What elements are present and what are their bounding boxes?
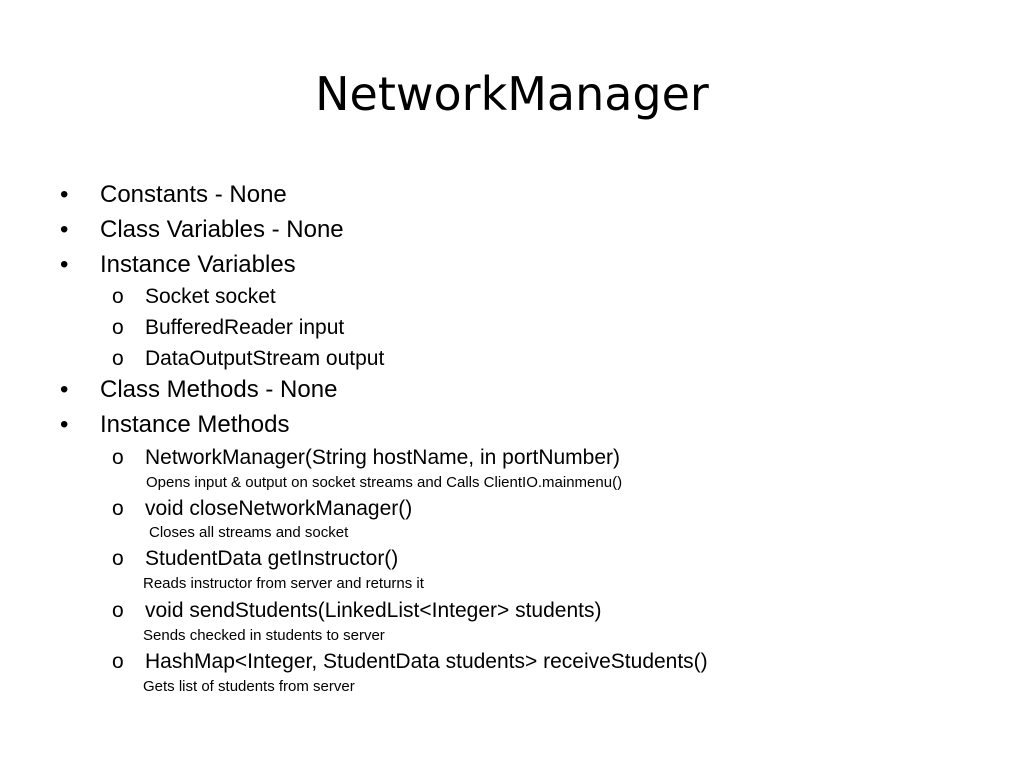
list-item-label: Class Variables - None	[100, 216, 344, 243]
sub-item-label: StudentData getInstructor()	[145, 547, 399, 570]
sub-item-label: void sendStudents(LinkedList<Integer> students)	[145, 599, 602, 622]
method-description: Opens input & output on socket streams and Calls ClientIO.mainmenu()	[146, 474, 623, 491]
method-description: Gets list of students from server	[143, 678, 355, 695]
sub-item-label: DataOutputStream output	[145, 347, 385, 370]
circle-bullet-icon: o	[112, 316, 124, 339]
slide-title: NetworkManager	[315, 67, 709, 121]
sub-item-label: HashMap<Integer, StudentData students> receiveStudents()	[145, 650, 708, 673]
circle-bullet-icon: o	[112, 599, 124, 622]
list-item-label: Constants - None	[100, 181, 287, 208]
circle-bullet-icon: o	[112, 285, 124, 308]
list-item-label: Instance Variables	[100, 251, 296, 278]
bullet-icon: •	[60, 411, 69, 438]
bullet-icon: •	[60, 181, 69, 208]
method-description: Sends checked in students to server	[143, 627, 385, 644]
bullet-icon: •	[60, 251, 69, 278]
list-item-label: Instance Methods	[100, 411, 290, 438]
sub-item-label: void closeNetworkManager()	[145, 497, 413, 520]
method-description: Closes all streams and socket	[149, 524, 349, 541]
bullet-icon: •	[60, 376, 69, 403]
circle-bullet-icon: o	[112, 347, 124, 370]
method-description: Reads instructor from server and returns it	[143, 575, 424, 592]
circle-bullet-icon: o	[112, 497, 124, 520]
sub-item-label: BufferedReader input	[145, 316, 345, 339]
sub-item-label: Socket socket	[145, 285, 276, 308]
circle-bullet-icon: o	[112, 446, 124, 469]
circle-bullet-icon: o	[112, 650, 124, 673]
bullet-icon: •	[60, 216, 69, 243]
circle-bullet-icon: o	[112, 547, 124, 570]
sub-item-label: NetworkManager(String hostName, in portNumber)	[145, 446, 621, 469]
list-item-label: Class Methods - None	[100, 376, 338, 403]
